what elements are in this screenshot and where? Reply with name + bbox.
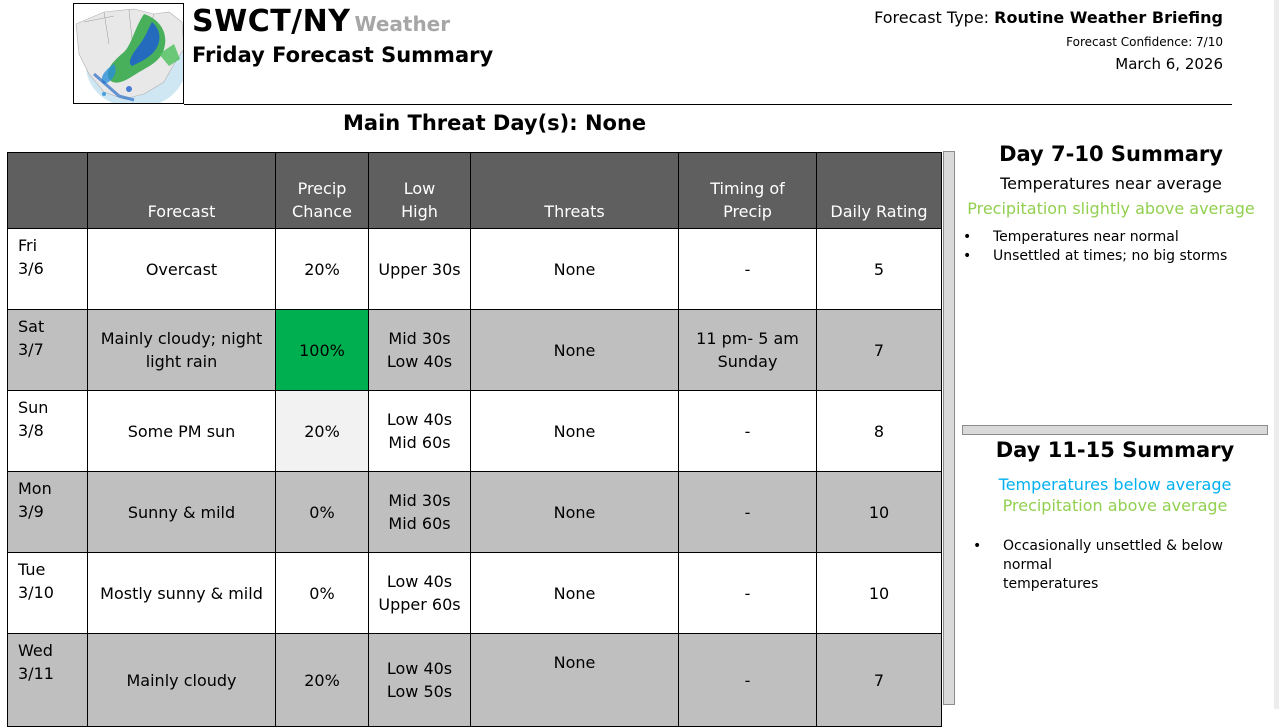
- summary-11-15-temp: Temperatures below average: [998, 475, 1232, 494]
- header-temp-line1: Low: [403, 179, 436, 198]
- rating-cell: 5: [817, 229, 942, 310]
- temp-low: Mid 30s: [388, 329, 451, 348]
- list-item: • Unsettled at times; no big storms: [963, 247, 1276, 266]
- forecast-type-label: Forecast Type:: [874, 8, 995, 27]
- temp-low: Low 40s: [386, 659, 453, 678]
- summary-7-10-temp: Temperatures near average: [1000, 174, 1222, 193]
- timing-line2: Sunday: [717, 352, 778, 371]
- forecast-cell: [88, 310, 276, 391]
- header-temp: [369, 153, 471, 229]
- radar-map-icon: [73, 3, 184, 104]
- precip-cell: 100%: [276, 310, 369, 391]
- forecast-confidence: Forecast Confidence: 7/10: [1066, 35, 1223, 49]
- timing-line1: 11 pm- 5 am: [696, 329, 799, 348]
- forecast-cell: Sunny & mild: [88, 472, 276, 553]
- timing-cell: -: [679, 634, 817, 727]
- temp-low: Low 40s: [386, 410, 453, 429]
- header-precip: [276, 153, 369, 229]
- day-cell: [8, 634, 88, 727]
- table-row: [8, 391, 942, 472]
- timing-cell: -: [679, 229, 817, 310]
- header-divider: [184, 104, 1232, 105]
- threats-cell: None: [471, 553, 679, 634]
- day-cell: [8, 310, 88, 391]
- header-day: [8, 153, 88, 229]
- panel-divider: [962, 425, 1268, 435]
- forecast-cell: Overcast: [88, 229, 276, 310]
- day-cell: [8, 229, 88, 310]
- timing-cell: -: [679, 472, 817, 553]
- temp-cell: [369, 310, 471, 391]
- header-timing-line2: Precip: [723, 202, 772, 221]
- summary-11-15-precip: Precipitation above average: [1002, 496, 1228, 515]
- summary-11-15-panel: [958, 438, 1272, 594]
- temp-low: Low 40s: [386, 572, 453, 591]
- summary-7-10-title: Day 7-10 Summary: [999, 142, 1223, 166]
- temp-high: Mid 60s: [388, 514, 451, 533]
- table-row: [8, 553, 942, 634]
- brand-main: SWCT/NY: [192, 4, 351, 39]
- day-name: Sat: [18, 317, 45, 336]
- timing-cell: -: [679, 553, 817, 634]
- forecast-cell: Some PM sun: [88, 391, 276, 472]
- header-threats: Threats: [471, 153, 679, 229]
- threats-cell: None: [471, 391, 679, 472]
- table-row: [8, 229, 942, 310]
- bullet-line2: temperatures: [1003, 576, 1099, 592]
- window-edge: [1274, 0, 1279, 709]
- threats-cell: None: [471, 472, 679, 553]
- header-temp-line2: High: [401, 202, 438, 221]
- day-name: Wed: [18, 641, 53, 660]
- threats-cell: None: [471, 229, 679, 310]
- summary-11-15-title: Day 11-15 Summary: [995, 438, 1235, 462]
- forecast-text: Mainly cloudy; night light rain: [100, 329, 263, 371]
- day-cell: [8, 553, 88, 634]
- day-date: 3/8: [18, 421, 44, 440]
- summary-7-10-panel: [958, 142, 1276, 266]
- temp-high: Upper 60s: [378, 595, 461, 614]
- temp-cell: [369, 229, 471, 310]
- forecast-type: [874, 8, 1223, 27]
- day-date: 3/9: [18, 502, 44, 521]
- table-row: [8, 310, 942, 391]
- day-cell: [8, 391, 88, 472]
- table-row: [8, 472, 942, 553]
- temp-low: Upper 30s: [378, 259, 461, 279]
- forecast-date: March 6, 2026: [1115, 55, 1223, 73]
- page-subtitle: Friday Forecast Summary: [192, 43, 494, 67]
- threats-cell: None: [471, 310, 679, 391]
- precip-cell: 20%: [276, 229, 369, 310]
- temp-high: Mid 60s: [388, 433, 451, 452]
- brand-suffix: Weather: [354, 12, 451, 36]
- threats-cell: None: [471, 634, 679, 727]
- header-precip-line2: Chance: [292, 202, 352, 221]
- day-name: Mon: [18, 479, 52, 498]
- list-item: • Temperatures near normal: [963, 228, 1276, 247]
- header-timing-line1: Timing of: [710, 179, 785, 198]
- rating-cell: 7: [817, 634, 942, 727]
- temp-low: Mid 30s: [388, 491, 451, 510]
- forecast-cell: Mainly cloudy: [88, 634, 276, 727]
- precip-cell: 20%: [276, 634, 369, 727]
- forecast-cell: Mostly sunny & mild: [88, 553, 276, 634]
- day-date: 3/10: [18, 583, 54, 602]
- summary-11-15-bullet: [958, 537, 1272, 594]
- temp-cell: [369, 553, 471, 634]
- summary-7-10-bullets: [963, 228, 1276, 266]
- temp-high: Low 50s: [386, 682, 453, 701]
- header-forecast: Forecast: [88, 153, 276, 229]
- summary-7-10-precip: Precipitation slightly above average: [967, 199, 1255, 218]
- day-name: Sun: [18, 398, 49, 417]
- table-header-row: [8, 153, 942, 229]
- temp-high: Low 40s: [386, 352, 453, 371]
- precip-cell: 20%: [276, 391, 369, 472]
- bullet-icon: •: [973, 538, 982, 554]
- day-cell: [8, 472, 88, 553]
- timing-cell: -: [679, 391, 817, 472]
- vertical-scrollbar[interactable]: [943, 151, 955, 705]
- day-date: 3/11: [18, 664, 54, 683]
- table-row: [8, 634, 942, 727]
- precip-cell: 0%: [276, 553, 369, 634]
- forecast-type-value: Routine Weather Briefing: [994, 8, 1223, 27]
- header-rating: Daily Rating: [817, 153, 942, 229]
- rating-cell: 10: [817, 553, 942, 634]
- rating-cell: 7: [817, 310, 942, 391]
- main-threat-heading: Main Threat Day(s): None: [343, 111, 647, 135]
- day-name: Tue: [18, 560, 46, 579]
- precip-cell: 0%: [276, 472, 369, 553]
- temp-cell: [369, 634, 471, 727]
- rating-cell: 8: [817, 391, 942, 472]
- forecast-table: [7, 152, 942, 727]
- header-precip-line1: Precip: [297, 179, 347, 198]
- bullet-line1: Occasionally unsettled & below normal: [1003, 538, 1223, 573]
- rating-cell: 10: [817, 472, 942, 553]
- day-date: 3/6: [18, 259, 44, 278]
- timing-cell: [679, 310, 817, 391]
- temp-cell: [369, 391, 471, 472]
- temp-cell: [369, 472, 471, 553]
- day-name: Fri: [18, 236, 38, 255]
- day-date: 3/7: [18, 340, 44, 359]
- brand-title: [192, 4, 450, 39]
- header-timing: [679, 153, 817, 229]
